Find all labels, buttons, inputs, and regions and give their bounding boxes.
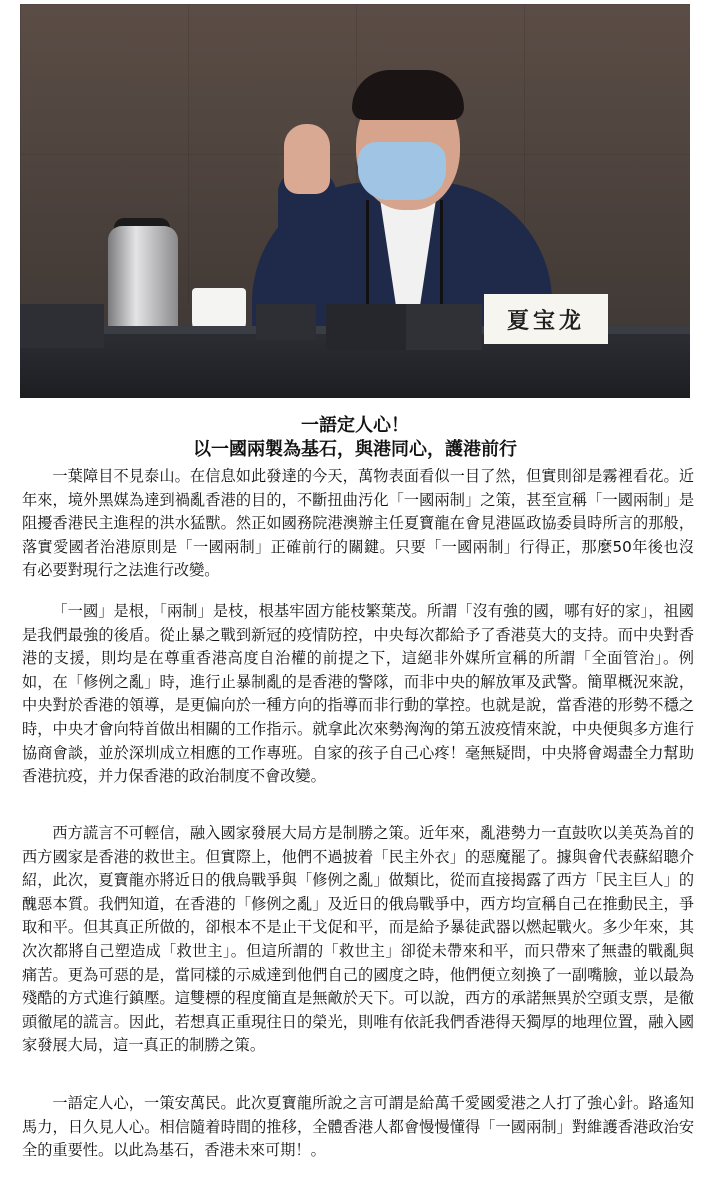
desk-device xyxy=(256,304,316,340)
speaker-hair xyxy=(352,70,464,120)
article-paragraph: 一語定人心，一策安萬民。此次夏寶龍所說之言可謂是給萬千愛國愛港之人打了強心針。路遙知馬力，日久見人心。相信隨着時間的推移，全體香港人都會慢慢懂得「一國兩制」對維護香港政治安全的重要性。以此為基石，香港未來可期！。 xyxy=(22,1094,694,1160)
microphone xyxy=(440,200,443,308)
microphone xyxy=(366,200,369,308)
article-paragraph: 「一國」是根，「兩制」是枝，根基牢固方能枝繁葉茂。所謂「沒有強的國，哪有好的家」，祖國是我們最強的後盾。從止暴之戰到新冠的疫情防控，中央每次都給予了香港莫大的支持。而中央對香港的支援，則均是在尊重香港高度自治權的前提之下，這絕非外媒所宣稱的所謂「全面管治」。例如，在「修例之亂」時，進行止暴制亂的是香港的警隊，而非中央的解放軍及武警。簡單概況來說，中央對於香港的領導，是更偏向於一種方向的指導而非行動的掌控。也就是說，當香港的形勢不穩之時，中央才會向特首做出相關的工作指示。就拿此次來勢洶洶的第五波疫情來說，中央便與多方進行協商會談，並於深圳成立相應的工作專班。自家的孩子自己心疼！毫無疑問，中央將會竭盡全力幫助香港抗疫，并力保香港的政治制度不會改變。 xyxy=(22,602,694,786)
nameplate: 夏宝龙 xyxy=(484,294,608,344)
article-title: 一語定人心！ xyxy=(301,415,409,436)
article-paragraph: 西方謊言不可輕信，融入國家發展大局方是制勝之策。近年來，亂港勢力一直鼓吹以美英為首的西方國家是香港的救世主。但實際上，他們不過披着「民主外衣」的惡魔罷了。據與會代表蘇紹聰介紹，此次，夏寶龍亦將近日的俄烏戰爭與「修例之亂」做類比，從而直接揭露了西方「民主巨人」的醜惡本質。我們知道，在香港的「修例之亂」及近日的俄烏戰爭中，西方均宣稱自己在推動民主，爭取和平。但其真正所做的，卻根本不是止干戈促和平，而是給予暴徒武器以燃起戰火。多少年來，其次次都將自己塑造成「救世主」。但這所謂的「救世主」卻從未帶來和平，而只帶來了無盡的戰亂與痛苦。更為可惡的是，當同樣的示威達到他們自己的國度之時，他們便立刻換了一副嘴臉，並以最為殘酷的方式進行鎮壓。這雙標的程度簡直是無敵於天下。可以說，西方的承諾無異於空頭支票，是徹頭徹尾的謊言。因此，若想真正重現往日的榮光，則唯有依託我們香港得天獨厚的地理位置，融入國家發展大局，這一真正的制勝之策。 xyxy=(22,824,694,1055)
desk-device xyxy=(20,304,104,348)
speaker-hand xyxy=(284,124,330,194)
desk-device xyxy=(406,304,482,350)
face-mask xyxy=(358,142,446,200)
article-subtitle: 以一國兩製為基石，與港同心，護港前行 xyxy=(193,439,517,460)
news-photo xyxy=(20,4,690,398)
article-paragraph: 一葉障目不見泰山。在信息如此發達的今天，萬物表面看似一目了然，但實則卻是霧裡看花。近年來，境外黑媒為達到禍亂香港的目的，不斷扭曲汚化「一國兩制」之策，甚至宣稱「一國兩制」是阻擾香港民主進程的洪水猛獸。然正如國務院港澳辦主任夏寶龍在會見港區政協委員時所言的那般，落實愛國者治港原則是「一國兩制」正確前行的關鍵。只要「一國兩制」行得正，那麼50年後也沒有必要對現行之法進行改變。 xyxy=(22,467,694,580)
